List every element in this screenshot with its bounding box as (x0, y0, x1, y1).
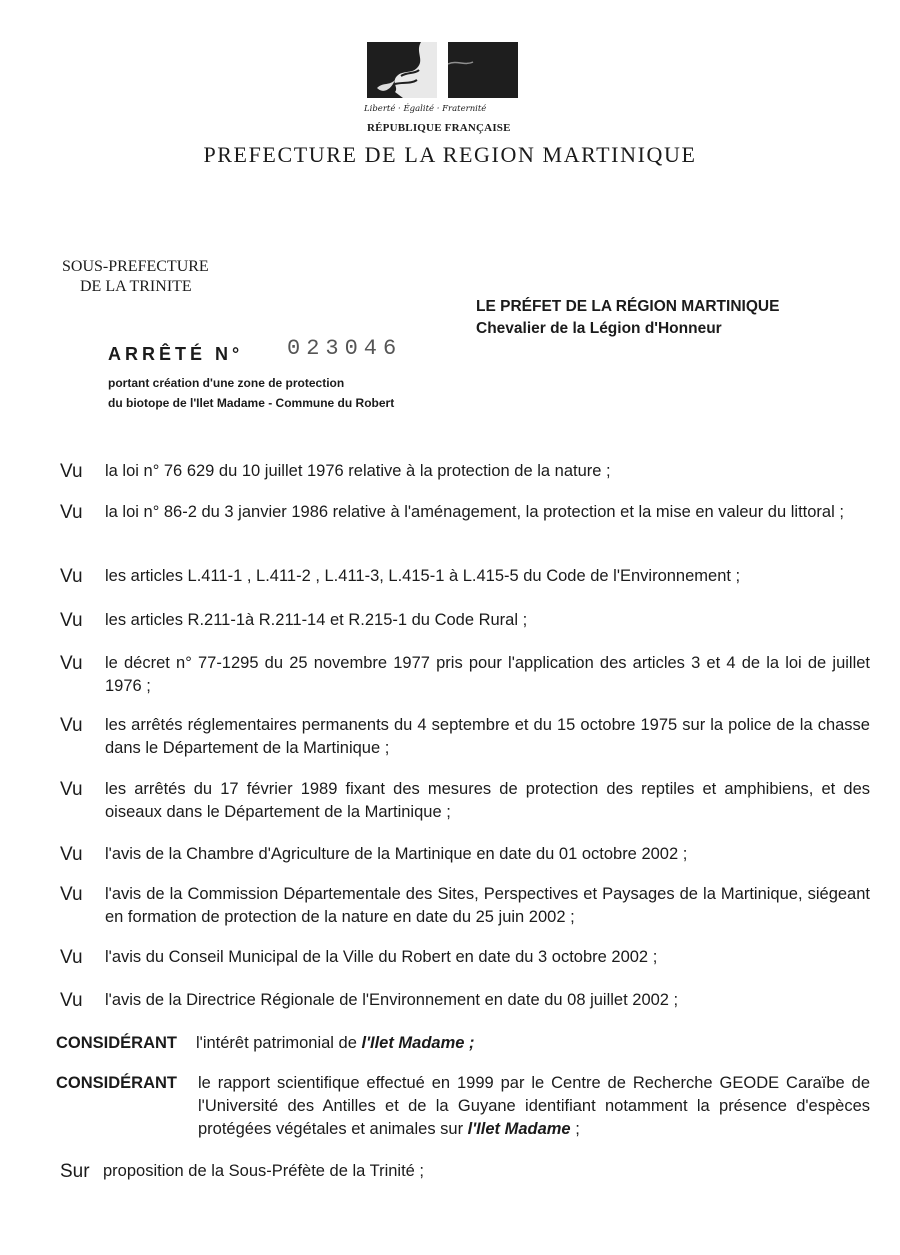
considerant-label: CONSIDÉRANT (56, 1034, 178, 1052)
considerant-text-part: ; (570, 1120, 580, 1138)
visa-label: Vu (60, 990, 83, 1011)
prefet-title: LE PRÉFET DE LA RÉGION MARTINIQUE (476, 298, 780, 315)
considerant-item (56, 1072, 870, 1141)
visa-item (60, 883, 870, 929)
visa-item (60, 989, 870, 1012)
visa-text: la loi n° 86-2 du 3 janvier 1986 relative à l'aménagement, la protection et la mise en valeur du littoral ; (105, 503, 844, 521)
sous-prefecture-line1: SOUS-PREFECTURE (62, 258, 209, 275)
visa-item (60, 609, 870, 632)
visa-label: Vu (60, 947, 83, 968)
republic-motto: Liberté · Égalité · Fraternité (364, 104, 487, 114)
proposition-label: Sur (60, 1161, 90, 1182)
visa-text: les articles L.411-1 , L.411-2 , L.411-3, L.415-1 à L.415-5 du Code de l'Environnement ; (105, 567, 741, 585)
arrete-label: ARRÊTÉ N° (108, 344, 244, 364)
visa-text: l'avis de la Chambre d'Agriculture de la Martinique en date du 01 octobre 2002 ; (105, 845, 688, 863)
visa-label: Vu (60, 653, 83, 674)
considerant-text (198, 1072, 870, 1141)
visa-text: la loi n° 76 629 du 10 juillet 1976 relative à la protection de la nature ; (105, 462, 611, 480)
visa-text: l'avis de la Directrice Régionale de l'Environnement en date du 08 juillet 2002 ; (105, 991, 679, 1009)
visa-item (60, 565, 870, 588)
considerant-text-part: le rapport scientifique effectué en 1999 par le Centre de Recherche GEODE Caraïbe de l'Université des Antilles et de la Guyane identifiant notamment la présence d'espèces protégées végétales et animales sur (198, 1074, 870, 1138)
republic-name: RÉPUBLIQUE FRANÇAISE (367, 122, 511, 134)
visa-text: les arrêtés réglementaires permanents du 4 septembre et du 15 octobre 1975 sur la police de la chasse dans le Département de la Martinique ; (105, 716, 870, 757)
marianne-logo (365, 40, 520, 102)
visa-label: Vu (60, 844, 83, 865)
visa-text: les arrêtés du 17 février 1989 fixant des mesures de protection des reptiles et amphibiens, et des oiseaux dans le Département de la Martinique ; (105, 780, 870, 821)
visa-label: Vu (60, 884, 83, 905)
visa-label: Vu (60, 610, 83, 631)
visa-item (60, 652, 870, 698)
visa-item (60, 946, 870, 969)
visa-label: Vu (60, 461, 83, 482)
visa-text: les articles R.211-1à R.211-14 et R.215-1 du Code Rural ; (105, 611, 528, 629)
proposition-text: proposition de la Sous-Préfète de la Trinité ; (103, 1162, 425, 1180)
visa-label: Vu (60, 502, 83, 523)
visa-item (60, 843, 870, 866)
arrete-object-line2: du biotope de l'Ilet Madame - Commune du Robert (108, 396, 395, 410)
prefecture-title: PREFECTURE DE LA REGION MARTINIQUE (203, 142, 697, 167)
considerant-emphasis: l'Ilet Madame (467, 1120, 571, 1138)
visa-text: l'avis de la Commission Départementale des Sites, Perspectives et Paysages de la Martinique, siégeant en formation de protection de la nature en date du 25 juin 2002 ; (105, 885, 870, 926)
visa-label: Vu (60, 566, 83, 587)
proposition-item (60, 1160, 870, 1183)
considerant-label: CONSIDÉRANT (56, 1074, 178, 1092)
visa-item (60, 501, 870, 524)
considerant-text-part: l'intérêt patrimonial de (196, 1034, 362, 1052)
arrete-number-stamp: 023046 (287, 336, 403, 361)
sous-prefecture-line2: DE LA TRINITE (80, 278, 192, 295)
visa-item (60, 460, 870, 483)
visa-text: le décret n° 77-1295 du 25 novembre 1977 pris pour l'application des articles 3 et 4 de la loi de juillet 1976 ; (105, 654, 870, 695)
visa-text: l'avis du Conseil Municipal de la Ville du Robert en date du 3 octobre 2002 ; (105, 948, 658, 966)
visa-label: Vu (60, 715, 83, 736)
considerant-text (196, 1032, 870, 1055)
prefet-honour: Chevalier de la Légion d'Honneur (476, 320, 722, 337)
arrete-object-line1: portant création d'une zone de protection (108, 376, 345, 390)
considerant-item (56, 1032, 870, 1055)
considerant-emphasis: l'Ilet Madame ; (361, 1034, 475, 1052)
visa-label: Vu (60, 779, 83, 800)
visa-item (60, 778, 870, 824)
visa-item (60, 714, 870, 760)
